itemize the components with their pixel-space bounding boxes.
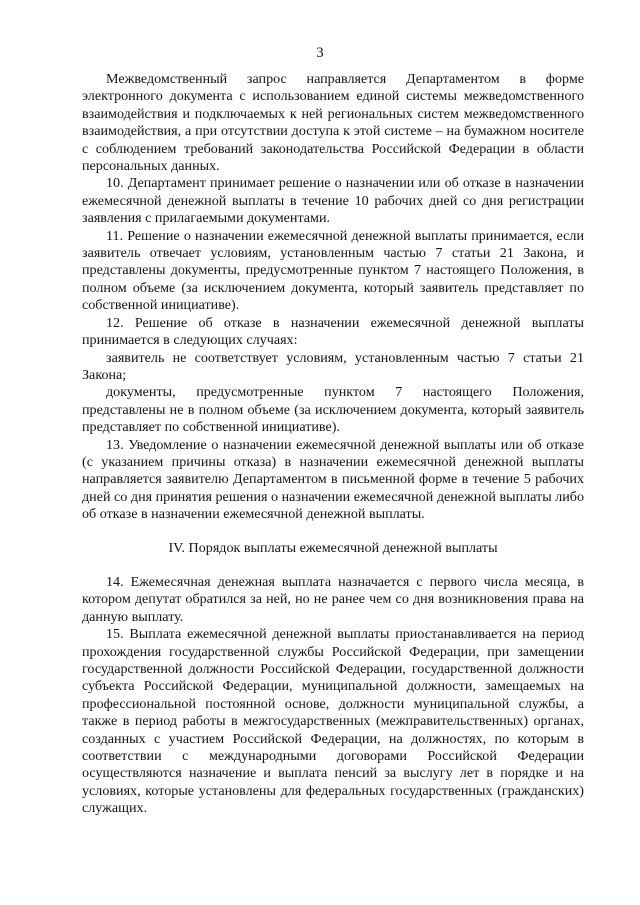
paragraph-12-case-2: документы, предусмотренные пунктом 7 настоящего Положения, представлены не в полном объеме (за исключением документа, который заявитель представляет по собственной инициативе). bbox=[82, 384, 584, 436]
paragraph-10: 10. Департамент принимает решение о назначении или об отказе в назначении ежемесячной денежной выплаты в течение 10 рабочих дней со дня регистрации заявления с прилагаемыми документами. bbox=[82, 175, 584, 227]
document-body bbox=[82, 71, 584, 818]
paragraph-11: 11. Решение о назначении ежемесячной денежной выплаты принимается, если заявитель отвечает условиям, установленным частью 7 статьи 21 Закона, и представлены документы, предусмотренные пунктом 7 настоящего Положения, в полном объеме (за исключением документа, который заявитель представляет по собственной инициативе). bbox=[82, 227, 584, 314]
paragraph-interagency-request: Межведомственный запрос направляется Департаментом в форме электронного документа с использованием единой системы межведомственного взаимодействия и подключаемых к ней региональных систем межведомственного взаимодействия, а при отсутствии доступа к этой системе – на бумажном носителе с соблюдением требований законодательства Российской Федерации в области персональных данных. bbox=[82, 71, 584, 175]
paragraph-12-case-1: заявитель не соответствует условиям, установленным частью 7 статьи 21 Закона; bbox=[82, 349, 584, 383]
page-number: 3 bbox=[316, 45, 324, 61]
paragraph-12: 12. Решение об отказе в назначении ежемесячной денежной выплаты принимается в следующих случаях: bbox=[82, 314, 584, 349]
paragraph-13: 13. Уведомление о назначении ежемесячной денежной выплаты или об отказе (с указанием причины отказа) в назначении ежемесячной денежной выплаты направляется заявителю Департаментом в письменной форме в течение 5 рабочих дней со дня принятия решения о назначении ежемесячной денежной выплаты либо об отказе в назначении ежемесячной денежной выплаты. bbox=[82, 436, 584, 523]
section-heading: IV. Порядок выплаты ежемесячной денежной выплаты bbox=[168, 539, 498, 556]
paragraph-15: 15. Выплата ежемесячной денежной выплаты приостанавливается на период прохождения государственной службы Российской Федерации, при замещении государственной должности Российской Федерации, государственной должности субъекта Российской Федерации, муниципальной должности, замещаемых на профессиональной постоянной основе, должности муниципальной службы, а также в период работы в межгосударственных (межправительственных) органах, созданных с участием Российской Федерации, на должностях, по которым в соответствии с международными договорами Российской Федерации осуществляются назначение и выплата пенсий за выслугу лет в порядке и на условиях, которые установлены для федеральных государственных (гражданских) служащих. bbox=[82, 626, 584, 817]
paragraph-14: 14. Ежемесячная денежная выплата назначается с первого числа месяца, в котором депутат обратился за ней, но не ранее чем со дня возникновения права на данную выплату. bbox=[82, 573, 584, 625]
